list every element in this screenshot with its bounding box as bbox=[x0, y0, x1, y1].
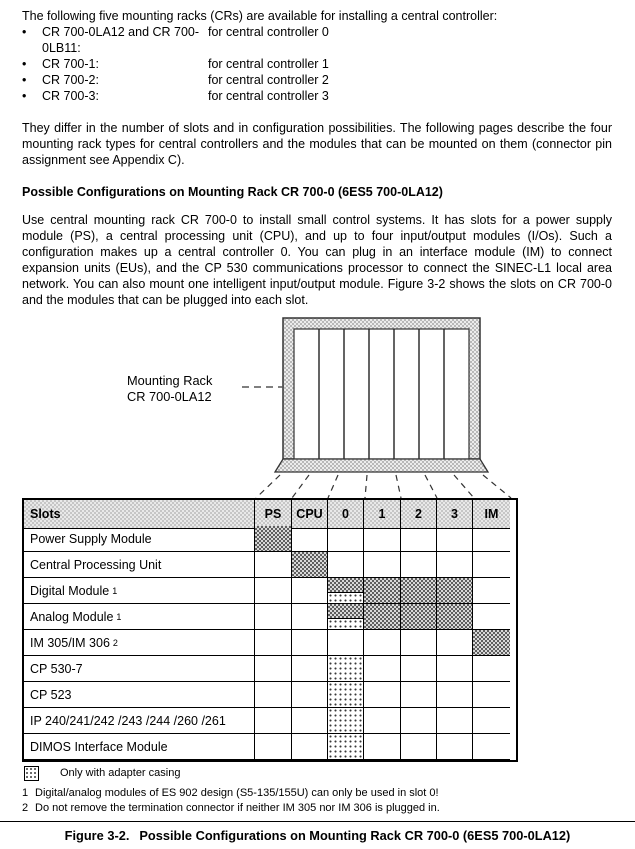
slot-cell bbox=[473, 630, 510, 656]
slot-cell bbox=[473, 604, 510, 630]
slot-cell bbox=[292, 682, 328, 708]
header-col: IM bbox=[473, 500, 510, 529]
slot-cell bbox=[364, 682, 401, 708]
fan-line bbox=[292, 475, 309, 498]
adapter-casing-swatch-icon bbox=[24, 766, 39, 781]
slot-cell bbox=[401, 734, 437, 760]
rack-label-line1: Mounting Rack bbox=[127, 373, 213, 388]
slot-cell bbox=[473, 682, 510, 708]
slot-cell bbox=[255, 552, 292, 578]
footnotes bbox=[22, 786, 602, 816]
slot-cell bbox=[364, 630, 401, 656]
slot-cell bbox=[401, 708, 437, 734]
rack-desc: for central controller 0 bbox=[208, 25, 329, 39]
header-col: CPU bbox=[292, 500, 328, 529]
fan-line bbox=[454, 475, 474, 498]
rack-term: CR 700-0LA12 and CR 700-0LB11: bbox=[42, 25, 200, 55]
slot-cell bbox=[255, 578, 292, 604]
figure-caption-label: Figure 3-2. bbox=[64, 828, 130, 843]
footnote-number: 2 bbox=[22, 802, 29, 814]
rack-term: CR 700-1: bbox=[42, 57, 99, 71]
fan-line bbox=[425, 475, 437, 498]
slot-cell bbox=[255, 734, 292, 760]
slot-cell bbox=[292, 552, 328, 578]
mounting-rack-diagram bbox=[0, 315, 635, 498]
slot-cell bbox=[473, 708, 510, 734]
slot-cell bbox=[328, 604, 364, 630]
row-label: IP 240/241/242 /243 /244 /260 /261 bbox=[24, 708, 255, 734]
row-label: Power Supply Module bbox=[24, 526, 255, 552]
slot-cell bbox=[255, 526, 292, 552]
slot-cell bbox=[364, 604, 401, 630]
slot-cell bbox=[364, 552, 401, 578]
diff-paragraph: They differ in the number of slots and in configuration possibilities. The following pages describe the four mounting rack types for central controllers and the modules that can be mounted on them (connector pin assignment see Appendix C). bbox=[22, 121, 612, 167]
footnote-text: Digital/analog modules of ES 902 design (S5-135/155U) can only be used in slot 0! bbox=[35, 787, 439, 799]
row-label: Analog Module 1 bbox=[24, 604, 255, 630]
row-label: IM 305/IM 306 2 bbox=[24, 630, 255, 656]
bullet-icon: • bbox=[22, 89, 27, 103]
slot-cell bbox=[328, 682, 364, 708]
slot-cell bbox=[292, 734, 328, 760]
slot-cell bbox=[255, 656, 292, 682]
section-body: Use central mounting rack CR 700-0 to install small control systems. It has slots for a power supply module (PS), a central processing unit (CPU), and up to four input/output modules (I/Os). Such a configuration makes up a central controller 0. You can plug in an interface module (IM) to connect expansion units (EUs), and the CP 530 communications processor to connect the SINEC-L1 local area network. You can also mount one intelligent input/output module. Figure 3-2 shows the slots on CR 700-0 and the modules that can be plugged into each slot. bbox=[22, 213, 612, 307]
row-label: Digital Module 1 bbox=[24, 578, 255, 604]
slot-cell bbox=[473, 656, 510, 682]
slot-cell bbox=[437, 526, 473, 552]
figure-caption-title: Possible Configurations on Mounting Rack CR 700-0 (6ES5 700-0LA12) bbox=[139, 828, 571, 843]
row-label: DIMOS Interface Module bbox=[24, 734, 255, 760]
slot-cell bbox=[401, 630, 437, 656]
slot-cell bbox=[292, 630, 328, 656]
rack-label-line2: CR 700-0LA12 bbox=[127, 389, 212, 404]
rack-term: CR 700-3: bbox=[42, 89, 99, 103]
slot-cell bbox=[437, 682, 473, 708]
bullet-icon: • bbox=[22, 57, 27, 71]
slot-cell bbox=[328, 578, 364, 604]
slot-cell bbox=[364, 526, 401, 552]
rack-base bbox=[275, 459, 488, 472]
fan-line bbox=[256, 475, 280, 498]
slot-cell bbox=[364, 708, 401, 734]
header-col: 2 bbox=[401, 500, 437, 529]
slot-cell bbox=[437, 578, 473, 604]
intro-lead: The following five mounting racks (CRs) are available for installing a central controller: bbox=[22, 9, 498, 23]
header-col: 0 bbox=[328, 500, 364, 529]
legend bbox=[24, 765, 180, 781]
rack-term: CR 700-2: bbox=[42, 73, 99, 87]
legend-text: Only with adapter casing bbox=[60, 767, 181, 779]
slot-cell bbox=[364, 578, 401, 604]
caption-divider bbox=[0, 821, 635, 822]
slot-cell bbox=[328, 734, 364, 760]
bullet-icon: • bbox=[22, 73, 27, 87]
slot-cell bbox=[292, 656, 328, 682]
slot-cell bbox=[364, 734, 401, 760]
slot-cell bbox=[292, 578, 328, 604]
slot-cell bbox=[401, 656, 437, 682]
fan-line bbox=[365, 475, 367, 498]
top-text-block bbox=[22, 8, 612, 308]
slot-cell bbox=[328, 552, 364, 578]
footnote-number: 1 bbox=[22, 787, 29, 799]
list-item bbox=[22, 56, 612, 72]
slot-cell bbox=[437, 552, 473, 578]
slot-cell bbox=[328, 708, 364, 734]
list-item bbox=[22, 24, 612, 56]
fan-line bbox=[328, 475, 338, 498]
list-item bbox=[22, 88, 612, 104]
slot-cell bbox=[255, 630, 292, 656]
slot-cell bbox=[255, 682, 292, 708]
section-heading: Possible Configurations on Mounting Rack CR 700-0 (6ES5 700-0LA12) bbox=[22, 185, 443, 199]
rack-desc: for central controller 3 bbox=[208, 89, 329, 103]
header-slots: Slots bbox=[24, 500, 255, 529]
footnote bbox=[22, 801, 602, 816]
slot-cell bbox=[437, 604, 473, 630]
slot-cell bbox=[401, 552, 437, 578]
slot-cell bbox=[473, 526, 510, 552]
slot-cell bbox=[328, 630, 364, 656]
row-label: Central Processing Unit bbox=[24, 552, 255, 578]
slot-cell bbox=[401, 526, 437, 552]
slot-cell bbox=[437, 708, 473, 734]
footnote-text: Do not remove the termination connector if neither IM 305 nor IM 306 is plugged in. bbox=[35, 802, 440, 814]
header-col: 1 bbox=[364, 500, 401, 529]
footnote bbox=[22, 786, 602, 801]
slot-cell bbox=[364, 656, 401, 682]
row-label: CP 523 bbox=[24, 682, 255, 708]
slot-cell bbox=[473, 578, 510, 604]
rack-desc: for central controller 2 bbox=[208, 73, 329, 87]
slot-cell bbox=[328, 526, 364, 552]
slot-cell bbox=[255, 708, 292, 734]
slot-config-table bbox=[22, 498, 518, 762]
list-item bbox=[22, 72, 612, 88]
rack-desc: for central controller 1 bbox=[208, 57, 329, 71]
slot-cell bbox=[401, 578, 437, 604]
slot-cell bbox=[437, 630, 473, 656]
row-label: CP 530-7 bbox=[24, 656, 255, 682]
slot-cell bbox=[328, 656, 364, 682]
header-col: PS bbox=[255, 500, 292, 529]
slot-cell bbox=[401, 604, 437, 630]
fan-line bbox=[483, 475, 511, 498]
slot-cell bbox=[255, 604, 292, 630]
rack-bullet-list bbox=[22, 24, 612, 104]
slot-cell bbox=[473, 734, 510, 760]
figure-caption bbox=[0, 828, 635, 844]
header-col: 3 bbox=[437, 500, 473, 529]
slot-cell bbox=[473, 552, 510, 578]
slot-cell bbox=[292, 708, 328, 734]
fan-line bbox=[396, 475, 401, 498]
rack-slot-area bbox=[294, 329, 469, 459]
bullet-icon: • bbox=[22, 25, 27, 39]
slot-cell bbox=[292, 604, 328, 630]
slot-cell bbox=[437, 734, 473, 760]
slot-cell bbox=[437, 656, 473, 682]
slot-cell bbox=[401, 682, 437, 708]
slot-cell bbox=[292, 526, 328, 552]
